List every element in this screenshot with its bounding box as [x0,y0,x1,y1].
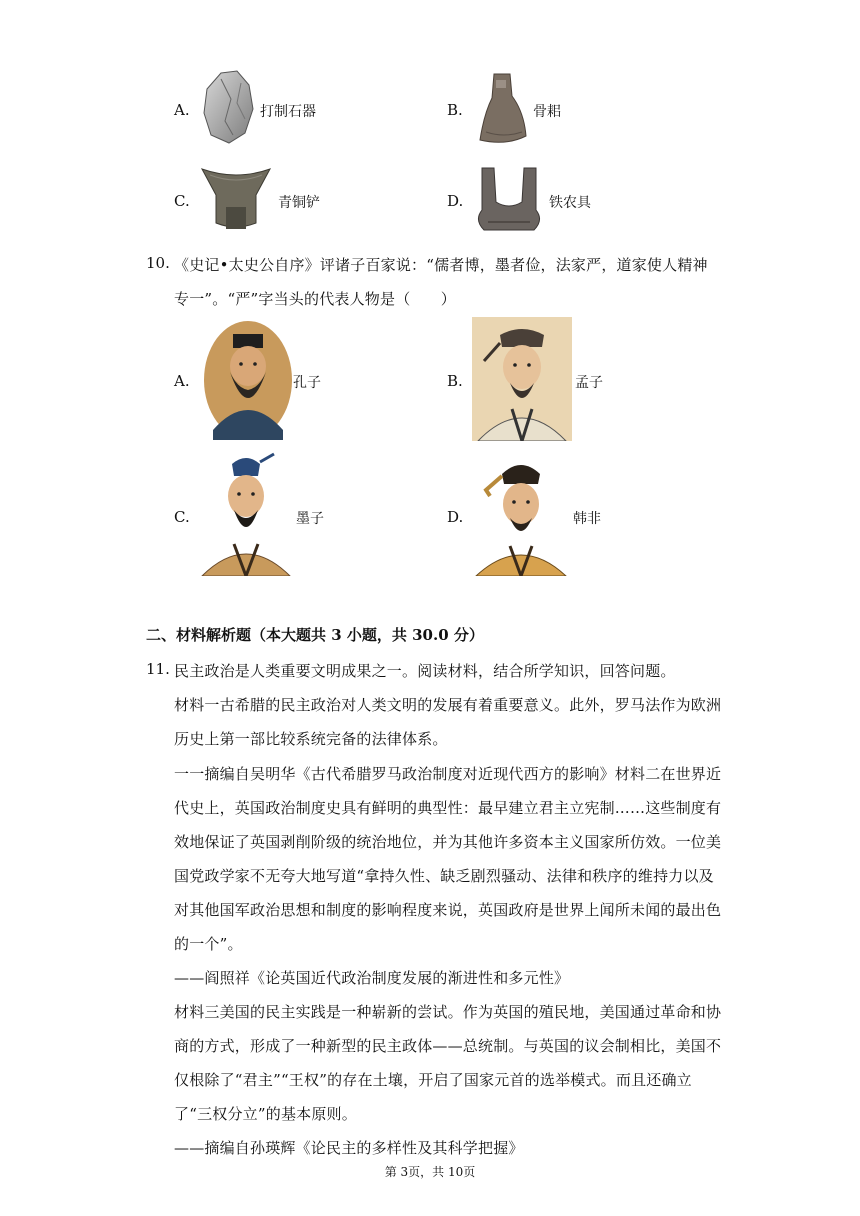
section-heading: 二、材料解析题（本大题共 3 小题，共 30.0 分） [146,626,484,644]
question-text-line: 材料三美国的民主实践是一种崭新的尝试。作为英国的殖民地，美国通过革命和协 [174,1003,722,1021]
question-text-line: 了“三权分立”的基本原则。 [174,1105,357,1123]
option-caption: 铁农具 [549,195,591,211]
question-number: 10. [146,254,170,272]
option-caption: 骨耜 [533,104,561,120]
source-citation: ——阎照祥《论英国近代政治制度发展的渐进性和多元性》 [174,969,570,987]
question-text-line: 效地保证了英国剥削阶级的统治地位，并为其他许多资本主义国家所仿效。一位美 [174,833,722,851]
question-number: 11. [146,660,170,678]
stone-tool-icon [201,69,255,145]
question-text-line: 代史上，英国政治制度史具有鲜明的典型性：最早建立君主立宪制……这些制度有 [174,799,722,817]
question-text-line: 历史上第一部比较系统完备的法律体系。 [174,730,448,748]
question-text-line: 的一个”。 [174,935,243,953]
bone-spade-icon [476,72,528,148]
hanfei-portrait-icon [472,454,570,576]
confucius-portrait-icon [203,320,293,440]
option-letter: A. [174,372,190,390]
question-text-line: 材料一古希腊的民主政治对人类文明的发展有着重要意义。此外，罗马法作为欧洲 [174,696,722,714]
question-text-line: 一一摘编自吴明华《古代希腊罗马政治制度对近现代西方的影响》材料二在世界近 [174,765,722,783]
option-letter: D. [447,508,464,526]
question-text-line: 对其他国军政治思想和制度的影响程度来说，英国政府是世界上闻所未闻的最出色 [174,901,722,919]
question-text-line: 仅根除了“君主”“王权”的存在土壤，开启了国家元首的选举模式。而且还确立 [174,1071,692,1089]
option-letter: B. [447,101,463,119]
option-letter: B. [447,372,463,390]
question-text-line: 民主政治是人类重要文明成果之一。阅读材料，结合所学知识，回答问题。 [174,662,676,680]
option-letter: A. [174,101,190,119]
question-text-line: 专一”。“严”字当头的代表人物是（ ） [174,290,457,308]
option-caption: 韩非 [573,511,601,527]
question-text-line: 商的方式，形成了一种新型的民主政体——总统制。与英国的议会制相比，美国不 [174,1037,722,1055]
mozi-portrait-icon [198,452,294,576]
option-letter: C. [174,508,190,526]
source-citation: ——摘编自孙瑛辉《论民主的多样性及其科学把握》 [174,1139,524,1157]
option-letter: C. [174,192,190,210]
page-footer: 第 3页，共 10页 [384,1165,476,1179]
iron-tool-icon [474,166,544,234]
question-text-line: 《史记•太史公自序》评诸子百家说：“儒者博，墨者俭，法家严，道家使人精神 [174,256,708,274]
option-caption: 墨子 [296,511,324,527]
mencius-portrait-icon [472,317,572,441]
option-caption: 青铜铲 [278,195,320,211]
option-letter: D. [447,192,464,210]
option-caption: 孟子 [575,375,603,391]
option-caption: 孔子 [293,375,321,391]
question-text-line: 国党政学家不无夸大地写道“拿持久性、缺乏剧烈骚动、法律和秩序的维持力以及 [174,867,714,885]
bronze-shovel-icon [200,165,272,233]
option-caption: 打制石器 [260,104,316,120]
